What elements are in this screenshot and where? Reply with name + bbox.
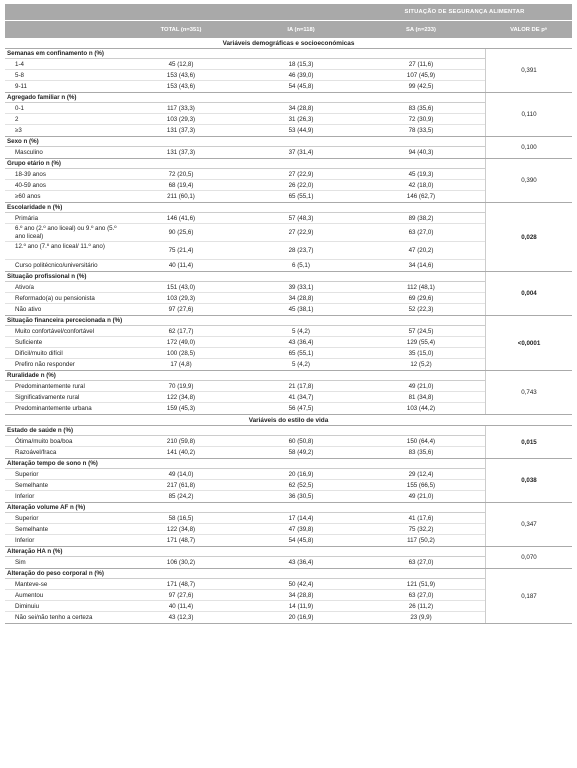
table-row xyxy=(5,326,485,337)
sa-cell: 69 (29,6) xyxy=(408,295,434,302)
sa-cell: 49 (21,0) xyxy=(408,383,434,390)
total-cell: 49 (14,0) xyxy=(168,471,194,478)
sa-cell: 26 (11,2) xyxy=(408,603,434,610)
ia-cell: 36 (30,5) xyxy=(288,493,314,500)
total-cell: 172 (49,0) xyxy=(166,339,196,346)
variable-title: Sexo n (%) xyxy=(5,137,485,147)
row-label: 6.º ano (2.º ano liceal) ou 9.º ano (5.º ano liceal) xyxy=(15,225,117,240)
ia-cell: 26 (22,0) xyxy=(288,182,314,189)
total-cell: 97 (27,6) xyxy=(168,306,194,313)
sa-cell: 52 (22,3) xyxy=(408,306,434,313)
ia-cell: 46 (39,0) xyxy=(288,72,314,79)
ia-cell: 21 (17,8) xyxy=(288,383,314,390)
total-cell: 68 (19,4) xyxy=(168,182,194,189)
sa-cell: 99 (42,5) xyxy=(408,83,434,90)
variable-title: Situação profissional n (%) xyxy=(5,272,485,282)
row-label: Muito confortável/confortável xyxy=(15,328,95,335)
total-cell: 153 (43,6) xyxy=(166,83,196,90)
sa-cell: 63 (27,0) xyxy=(408,229,434,236)
ia-cell: 34 (28,8) xyxy=(288,105,314,112)
ia-cell: 37 (31,4) xyxy=(288,149,314,156)
row-label: Ótima/muito boa/boa xyxy=(15,438,73,445)
total-cell: 153 (43,6) xyxy=(166,72,196,79)
sa-cell: 121 (51,9) xyxy=(406,581,436,588)
p-value: <0,0001 xyxy=(485,316,572,370)
p-value: 0,015 xyxy=(485,426,572,458)
p-value: 0,070 xyxy=(485,547,572,568)
variable-group xyxy=(5,137,572,159)
table-row xyxy=(5,81,485,92)
total-cell: 40 (11,4) xyxy=(168,262,194,269)
row-label: 9-11 xyxy=(15,83,27,90)
variable-group xyxy=(5,569,572,624)
variable-group xyxy=(5,316,572,371)
row-label: 2 xyxy=(15,116,19,123)
total-cell: 131 (37,3) xyxy=(166,127,196,134)
table-row xyxy=(5,436,485,447)
col-p-header: VALOR DE pᵃ xyxy=(510,26,547,33)
table-row xyxy=(5,337,485,348)
sa-cell: 103 (44,2) xyxy=(406,405,436,412)
ia-cell: 62 (52,5) xyxy=(288,482,314,489)
sa-cell: 83 (35,6) xyxy=(408,449,434,456)
sa-cell: 107 (45,9) xyxy=(406,72,436,79)
row-label: Primária xyxy=(15,215,39,222)
total-cell: 122 (34,8) xyxy=(166,394,196,401)
sa-cell: 23 (9,9) xyxy=(410,614,432,621)
table-row xyxy=(5,447,485,458)
total-cell: 151 (43,0) xyxy=(166,284,196,291)
ia-cell: 5 (4,2) xyxy=(292,361,310,368)
variable-title: Semanas em confinamento n (%) xyxy=(5,49,485,59)
table-row xyxy=(5,180,485,191)
table-row xyxy=(5,469,485,480)
sa-cell: 27 (11,6) xyxy=(408,61,434,68)
table-row xyxy=(5,524,485,535)
p-value: 0,028 xyxy=(485,203,572,271)
sa-cell: 78 (33,5) xyxy=(408,127,434,134)
sa-cell: 35 (15,0) xyxy=(408,350,434,357)
table-row xyxy=(5,590,485,601)
ia-cell: 39 (33,1) xyxy=(288,284,314,291)
ia-cell: 54 (45,8) xyxy=(288,537,314,544)
variable-title: Estado de saúde n (%) xyxy=(5,426,485,436)
row-label: Não ativo xyxy=(15,306,42,313)
row-label: Diminuiu xyxy=(15,603,40,610)
sa-cell: 117 (50,2) xyxy=(407,537,435,544)
table-row xyxy=(5,147,485,158)
total-cell: 210 (59,8) xyxy=(166,438,196,445)
table-row xyxy=(5,213,485,224)
row-label: Predominantemente rural xyxy=(15,383,85,390)
sa-cell: 94 (40,3) xyxy=(408,149,434,156)
row-label: Prefiro não responder xyxy=(15,361,75,368)
row-label: ≥60 anos xyxy=(15,193,41,200)
total-cell: 45 (12,8) xyxy=(168,61,194,68)
ia-cell: 58 (49,2) xyxy=(288,449,314,456)
col-ia-header: IA (n=118) xyxy=(287,26,315,33)
ia-cell: 27 (22,9) xyxy=(288,171,314,178)
table-row xyxy=(5,114,485,125)
row-label: 12.º ano (7.º ano liceal/ 11.º ano) xyxy=(15,243,105,250)
section-title: Variáveis do estilo de vida xyxy=(5,415,572,426)
sa-cell: 49 (21,0) xyxy=(408,493,434,500)
total-cell: 43 (12,3) xyxy=(168,614,194,621)
results-table xyxy=(5,4,572,624)
table-row xyxy=(5,169,485,180)
sa-cell: 63 (27,0) xyxy=(408,559,434,566)
total-cell: 211 (60,1) xyxy=(167,193,195,200)
ia-cell: 57 (48,3) xyxy=(288,215,314,222)
total-cell: 75 (21,4) xyxy=(168,247,194,254)
variable-title: Escolaridade n (%) xyxy=(5,203,485,213)
table-row xyxy=(5,601,485,612)
row-label: Aumentou xyxy=(15,592,44,599)
table-row xyxy=(5,224,485,242)
variable-title: Alteração HA n (%) xyxy=(5,547,485,557)
row-label: Sim xyxy=(15,559,26,566)
variable-title: Grupo etário n (%) xyxy=(5,159,485,169)
sa-cell: 47 (20,2) xyxy=(408,247,434,254)
variable-group xyxy=(5,272,572,316)
table-body xyxy=(5,38,572,624)
row-label: Significativamente rural xyxy=(15,394,80,401)
ia-cell: 47 (39,8) xyxy=(288,526,314,533)
sa-cell: 89 (38,2) xyxy=(408,215,434,222)
table-row xyxy=(5,59,485,70)
total-cell: 171 (48,7) xyxy=(166,537,196,544)
ia-cell: 45 (38,1) xyxy=(288,306,314,313)
table-row xyxy=(5,513,485,524)
total-cell: 146 (41,6) xyxy=(166,215,196,222)
variable-title: Alteração volume AF n (%) xyxy=(5,503,485,513)
variable-group xyxy=(5,547,572,569)
total-cell: 217 (61,8) xyxy=(166,482,196,489)
total-cell: 85 (24,2) xyxy=(168,493,194,500)
ia-cell: 27 (22,9) xyxy=(288,229,314,236)
variable-title: Alteração do peso corporal n (%) xyxy=(5,569,485,579)
row-label: 1-4 xyxy=(15,61,24,68)
total-cell: 100 (28,5) xyxy=(166,350,196,357)
total-cell: 171 (48,7) xyxy=(166,581,196,588)
ia-cell: 18 (15,3) xyxy=(288,61,314,68)
total-cell: 117 (33,3) xyxy=(167,105,195,112)
table-row xyxy=(5,579,485,590)
row-label: Curso politécnico/universitário xyxy=(15,262,98,269)
sa-cell: 41 (17,6) xyxy=(408,515,434,522)
ia-cell: 65 (55,1) xyxy=(288,193,314,200)
total-cell: 159 (45,3) xyxy=(166,405,196,412)
total-cell: 122 (34,8) xyxy=(166,526,196,533)
ia-cell: 28 (23,7) xyxy=(288,247,314,254)
sa-cell: 57 (24,5) xyxy=(408,328,434,335)
table-row xyxy=(5,392,485,403)
ia-cell: 5 (4,2) xyxy=(292,328,310,335)
sa-cell: 34 (14,6) xyxy=(408,262,434,269)
ia-cell: 20 (16,9) xyxy=(288,614,314,621)
sa-cell: 63 (27,0) xyxy=(408,592,434,599)
total-cell: 58 (16,5) xyxy=(168,515,194,522)
table-row xyxy=(5,612,485,623)
ia-cell: 31 (26,3) xyxy=(288,116,314,123)
ia-cell: 43 (36,4) xyxy=(288,559,314,566)
p-value: 0,100 xyxy=(485,137,572,158)
variable-group xyxy=(5,203,572,272)
table-row xyxy=(5,242,485,260)
col-total-header: TOTAL (n=351) xyxy=(160,26,202,33)
variable-group xyxy=(5,503,572,547)
total-cell: 40 (11,4) xyxy=(168,603,194,610)
table-row xyxy=(5,70,485,81)
sa-cell: 146 (62,7) xyxy=(406,193,436,200)
table-row xyxy=(5,260,485,271)
total-cell: 72 (20,5) xyxy=(168,171,194,178)
variable-title: Agregado familiar n (%) xyxy=(5,93,485,103)
p-value: 0,390 xyxy=(485,159,572,202)
ia-cell: 14 (11,9) xyxy=(288,603,314,610)
section-title: Variáveis demográficas e socioeconómicas xyxy=(5,38,572,49)
row-label: ≥3 xyxy=(15,127,22,134)
ia-cell: 34 (28,8) xyxy=(288,295,314,302)
p-value: 0,743 xyxy=(485,371,572,414)
sa-cell: 81 (34,8) xyxy=(408,394,434,401)
table-row xyxy=(5,381,485,392)
variable-title: Alteração tempo de sono n (%) xyxy=(5,459,485,469)
sa-cell: 83 (35,6) xyxy=(408,105,434,112)
ia-cell: 53 (44,9) xyxy=(288,127,314,134)
row-label: 5-8 xyxy=(15,72,24,79)
total-cell: 131 (37,3) xyxy=(166,149,196,156)
total-cell: 70 (19,9) xyxy=(168,383,194,390)
row-label: 40-59 anos xyxy=(15,182,46,189)
ia-cell: 41 (34,7) xyxy=(288,394,314,401)
row-label: Superior xyxy=(15,515,39,522)
sa-cell: 42 (18,0) xyxy=(408,182,434,189)
sa-cell: 29 (12,4) xyxy=(408,471,434,478)
total-cell: 103 (29,3) xyxy=(166,116,196,123)
table-row xyxy=(5,403,485,414)
sa-cell: 129 (55,4) xyxy=(406,339,436,346)
sa-cell: 75 (32,2) xyxy=(408,526,434,533)
row-label: 18-39 anos xyxy=(15,171,46,178)
row-label: Ativo/a xyxy=(15,284,34,291)
ia-cell: 43 (36,4) xyxy=(288,339,314,346)
ia-cell: 60 (50,8) xyxy=(288,438,314,445)
col-sa-header: SA (n=233) xyxy=(406,26,436,33)
ia-cell: 50 (42,4) xyxy=(288,581,314,588)
variable-group xyxy=(5,371,572,415)
row-label: Masculino xyxy=(15,149,43,156)
table-row xyxy=(5,125,485,136)
sa-cell: 112 (48,1) xyxy=(407,284,435,291)
ia-cell: 17 (14,4) xyxy=(288,515,314,522)
table-row xyxy=(5,480,485,491)
variable-group xyxy=(5,93,572,137)
sa-cell: 155 (66,5) xyxy=(406,482,436,489)
table-row xyxy=(5,491,485,502)
total-cell: 103 (29,3) xyxy=(166,295,196,302)
table-row xyxy=(5,348,485,359)
p-value: 0,110 xyxy=(485,93,572,136)
table-row xyxy=(5,359,485,370)
ia-cell: 56 (47,5) xyxy=(288,405,314,412)
variable-group xyxy=(5,49,572,93)
sa-cell: 12 (5,2) xyxy=(410,361,432,368)
table-row xyxy=(5,557,485,568)
total-cell: 17 (4,8) xyxy=(170,361,192,368)
row-label: Difícil/muito difícil xyxy=(15,350,63,357)
total-cell: 90 (25,6) xyxy=(168,229,194,236)
total-cell: 106 (30,2) xyxy=(166,559,196,566)
row-label: Manteve-se xyxy=(15,581,48,588)
row-label: Suficiente xyxy=(15,339,43,346)
variable-title: Situação financeira percecionada n (%) xyxy=(5,316,485,326)
variable-group xyxy=(5,459,572,503)
row-label: Semelhante xyxy=(15,526,49,533)
sa-cell: 150 (64,4) xyxy=(406,438,436,445)
row-label: Semelhante xyxy=(15,482,49,489)
table-row xyxy=(5,282,485,293)
sa-cell: 45 (19,3) xyxy=(408,171,434,178)
row-label: Reformado(a) ou pensionista xyxy=(15,295,95,302)
ia-cell: 54 (45,8) xyxy=(288,83,314,90)
row-label: Inferior xyxy=(15,493,35,500)
total-cell: 141 (40,2) xyxy=(166,449,196,456)
table-row xyxy=(5,293,485,304)
table-row xyxy=(5,103,485,114)
row-label: Não sei/não tenho a certeza xyxy=(15,614,93,621)
food-security-header: SITUAÇÃO DE SEGURANÇA ALIMENTAR xyxy=(404,9,525,15)
row-label: Inferior xyxy=(15,537,35,544)
variable-group xyxy=(5,426,572,459)
row-label: Razoável/fraca xyxy=(15,449,57,456)
p-value: 0,004 xyxy=(485,272,572,315)
p-value: 0,391 xyxy=(485,49,572,92)
variable-title: Ruralidade n (%) xyxy=(5,371,485,381)
row-label: Predominantemente urbana xyxy=(15,405,92,412)
row-label: 0-1 xyxy=(15,105,24,112)
variable-group xyxy=(5,159,572,203)
table-row xyxy=(5,535,485,546)
p-value: 0,187 xyxy=(485,569,572,623)
total-cell: 62 (17,7) xyxy=(168,328,194,335)
sa-cell: 72 (30,9) xyxy=(408,116,434,123)
table-header-group xyxy=(5,4,572,20)
p-value: 0,038 xyxy=(485,459,572,502)
table-row xyxy=(5,191,485,202)
ia-cell: 34 (28,8) xyxy=(288,592,314,599)
ia-cell: 20 (16,9) xyxy=(288,471,314,478)
total-cell: 97 (27,6) xyxy=(168,592,194,599)
table-header-columns xyxy=(5,20,572,38)
row-label: Superior xyxy=(15,471,39,478)
ia-cell: 6 (5,1) xyxy=(292,262,310,269)
p-value: 0,347 xyxy=(485,503,572,546)
ia-cell: 65 (55,1) xyxy=(288,350,314,357)
table-row xyxy=(5,304,485,315)
